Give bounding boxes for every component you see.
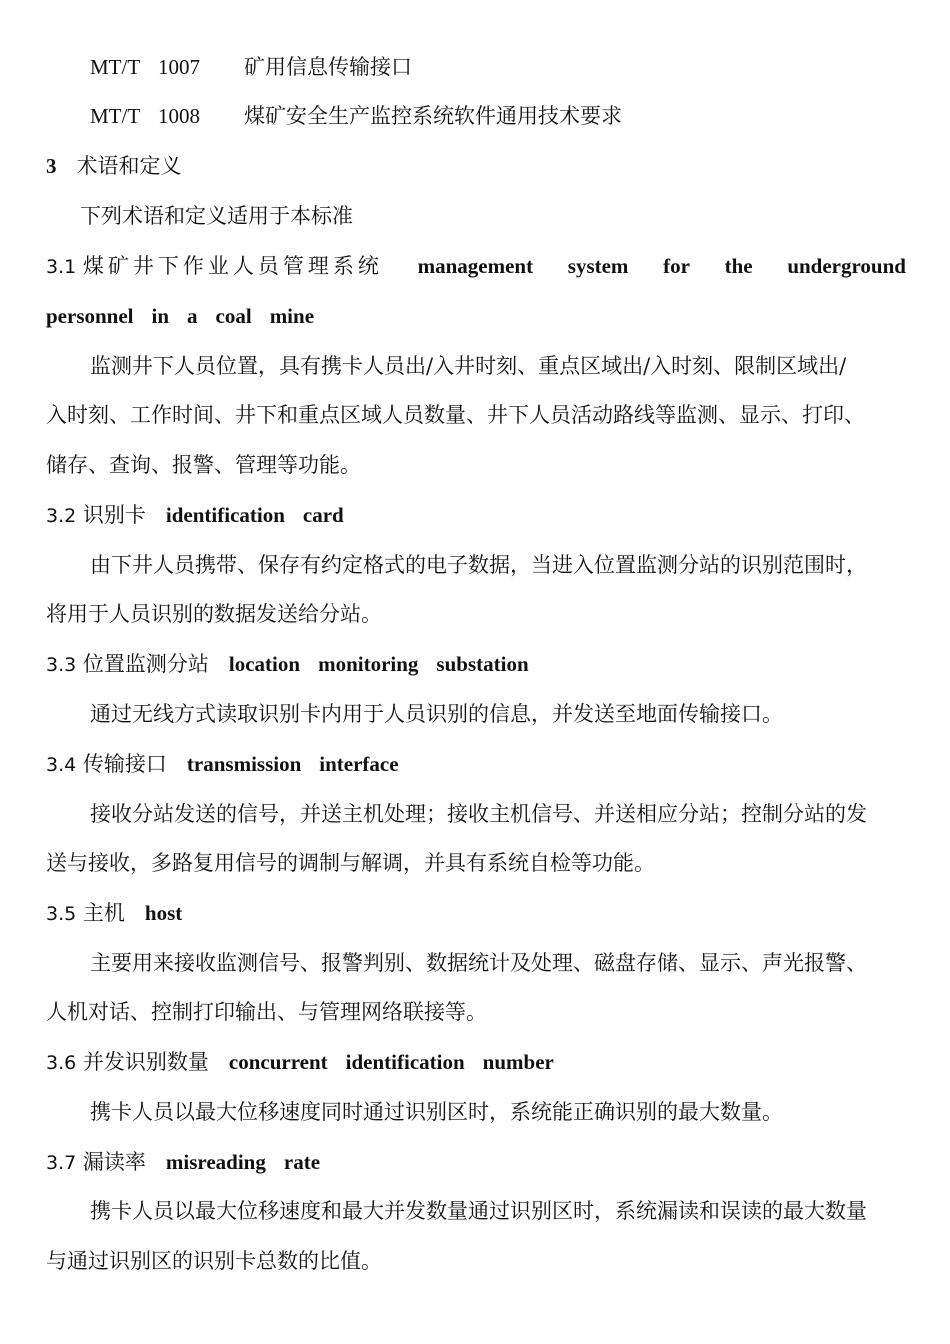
term-heading [46,1147,906,1178]
term-heading [46,649,906,680]
term-en-word: in [151,304,170,328]
reference-code: MT/T [90,104,141,128]
term-en-word: mine [269,304,315,328]
term-en-word: underground [787,254,906,278]
reference-code: MT/T [90,55,141,79]
definition-line: 监测井下人员位置，具有携卡人员出/入井时刻、重点区域出/入时刻、限制区域出/ [90,354,847,378]
term-heading-cont [46,301,906,331]
term-en-word: identification [345,1050,465,1074]
definition-line: 主要用来接收监测信号、报警判别、数据统计及处理、磁盘存储、显示、声光报警、 [90,951,867,975]
term-en-word: system [567,254,629,278]
section-intro: 下列术语和定义适用于本标准 [80,204,353,228]
term-en-word: identification [165,503,285,527]
term-heading [46,898,906,929]
term-en-word: a [187,304,198,328]
definition-line: 送与接收，多路复用信号的调制与解调，并具有系统自检等功能。 [46,851,655,875]
term-heading [46,500,906,531]
term-en-word: monitoring [318,652,419,676]
term-cn: 位置监测分站 [82,652,209,676]
term-en-word: management [417,254,534,278]
definition-line: 携卡人员以最大位移速度和最大并发数量通过识别区时，系统漏读和误读的最大数量 [90,1199,867,1223]
reference-item [90,52,906,82]
term-en-word: concurrent [228,1050,328,1074]
definition-line: 与通过识别区的识别卡总数的比值。 [46,1249,382,1273]
term-en-word: the [724,254,753,278]
section-title: 术语和定义 [76,154,182,178]
term-heading [46,1047,906,1078]
term-en-word: card [302,503,344,527]
definition-line: 将用于人员识别的数据发送给分站。 [46,602,382,626]
definition-line: 携卡人员以最大位移速度同时通过识别区时，系统能正确识别的最大数量。 [90,1100,783,1124]
definition-line: 通过无线方式读取识别卡内用于人员识别的信息，并发送至地面传输接口。 [90,702,783,726]
term-number: 3.4 [46,754,77,776]
term-en-word: coal [215,304,252,328]
term-en-word: transmission [186,752,302,776]
term-en-word: number [482,1050,554,1074]
term-number: 3.1 [46,256,77,278]
term-cn: 并发识别数量 [82,1050,209,1074]
term-cn: 煤矿井下作业人员管理系统 [82,254,383,278]
reference-number: 1007 [158,55,200,79]
term-number: 3.2 [46,505,77,527]
term-en-word: personnel [46,304,134,328]
term-en-word: for [663,254,690,278]
term-en-word: interface [319,752,399,776]
reference-title: 煤矿安全生产监控系统软件通用技术要求 [244,104,622,128]
term-cn: 漏读率 [82,1150,146,1174]
section-heading [46,151,906,181]
reference-title: 矿用信息传输接口 [244,55,412,79]
term-cn: 主机 [82,901,125,925]
term-en-word: location [228,652,301,676]
definition-line: 人机对话、控制打印输出、与管理网络联接等。 [46,1000,487,1024]
term-en-word: rate [283,1150,321,1174]
term-heading [46,749,906,780]
term-cn: 识别卡 [82,503,146,527]
term-cn: 传输接口 [82,752,167,776]
definition-line: 入时刻、工作时间、井下和重点区域人员数量、井下人员活动路线等监测、显示、打印、 [46,403,865,427]
term-en-word: host [144,901,183,925]
term-number: 3.7 [46,1152,77,1174]
definition-line: 储存、查询、报警、管理等功能。 [46,453,361,477]
reference-number: 1008 [158,104,200,128]
reference-item [90,101,906,131]
term-en-word: substation [436,652,529,676]
term-heading [46,251,906,282]
term-en-word: misreading [165,1150,266,1174]
definition-line: 接收分站发送的信号，并送主机处理；接收主机信号、并送相应分站；控制分站的发 [90,802,867,826]
term-number: 3.3 [46,654,77,676]
term-number: 3.6 [46,1052,77,1074]
definition-line: 由下井人员携带、保存有约定格式的电子数据，当进入位置监测分站的识别范围时， [90,553,867,577]
section-number: 3 [46,154,57,178]
term-number: 3.5 [46,903,77,925]
